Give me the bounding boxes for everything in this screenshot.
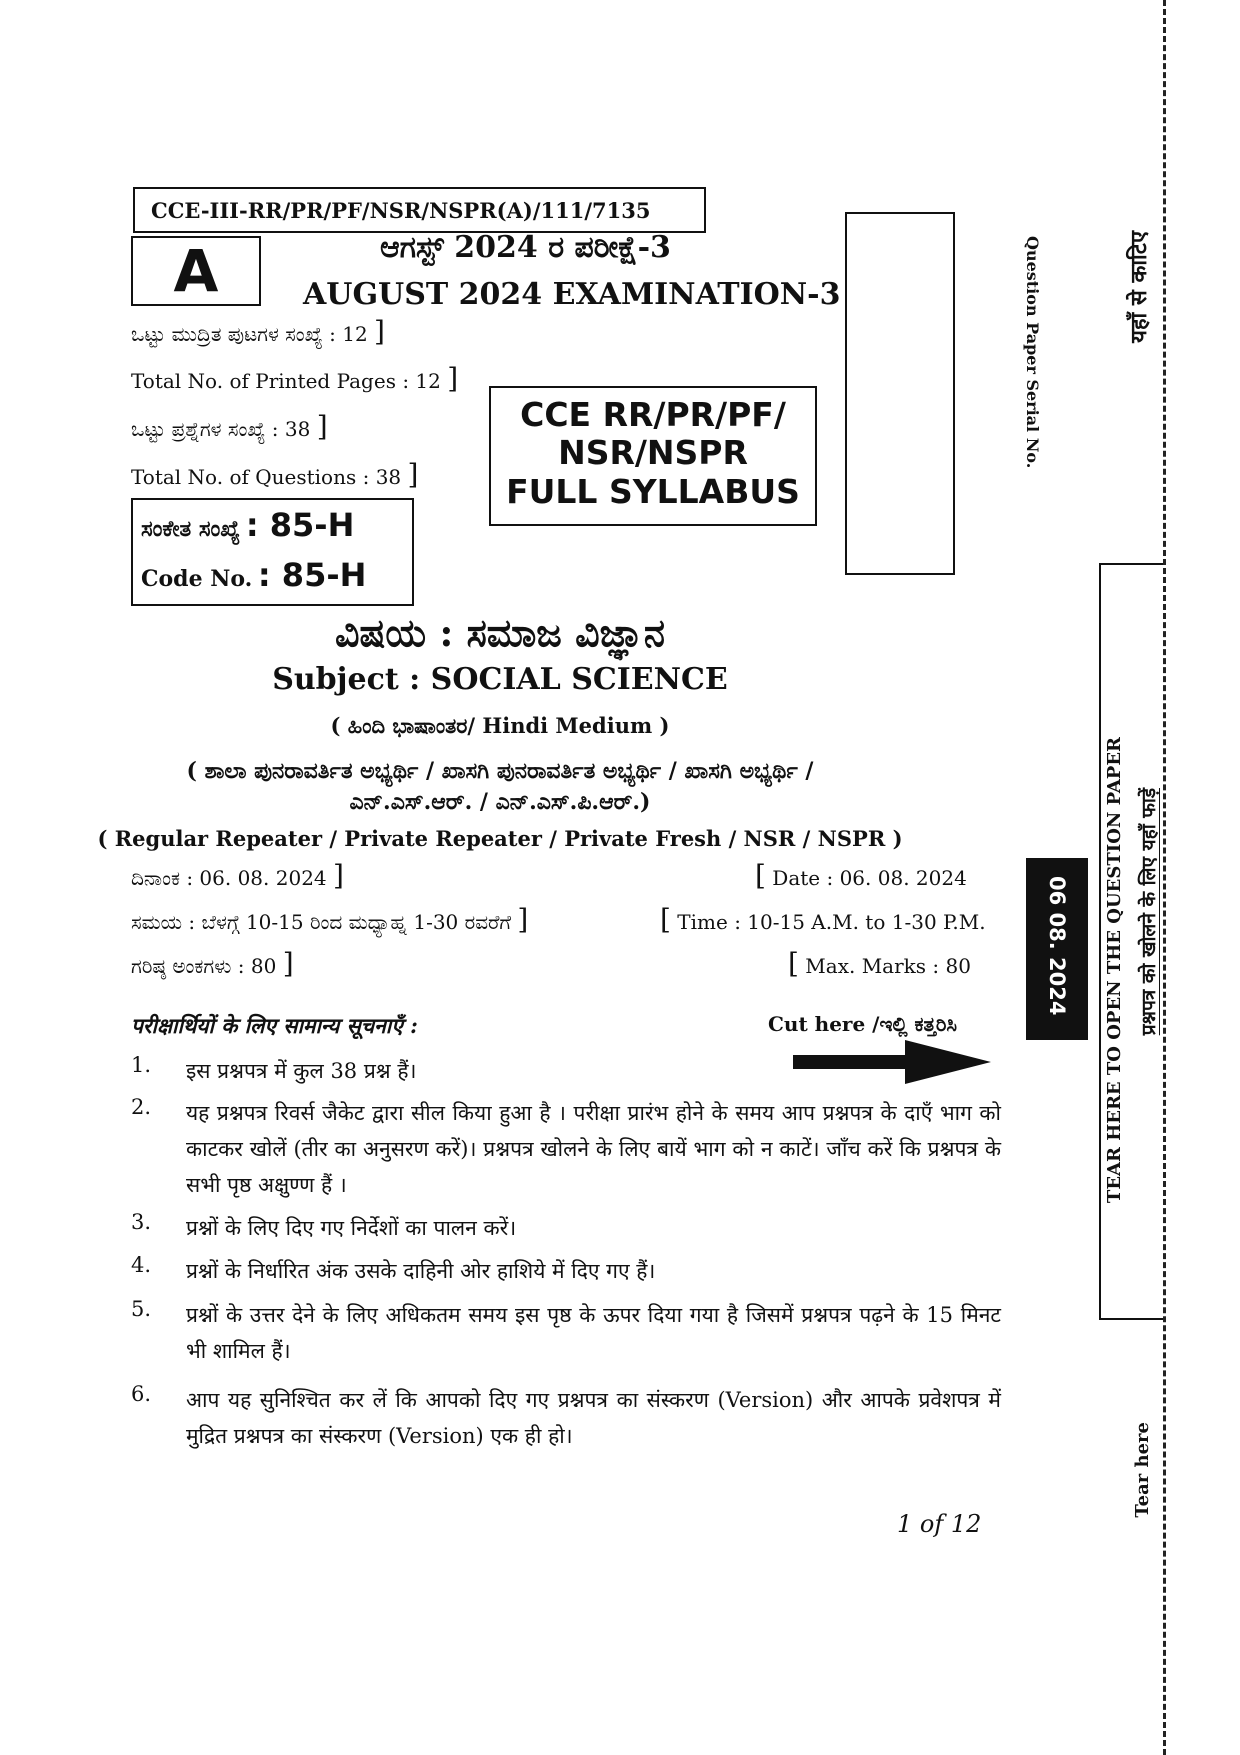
tear-here-label[interactable]: Tear here [1132,1422,1153,1518]
syllabus-line: CCE RR/PR/PF/ [520,395,786,434]
date-tab-text: 06 08. 2024 [1045,876,1069,1016]
instruction-item: 3. प्रश्नों के लिए दिए गए निर्देशों का पालन करें। [131,1210,517,1240]
exam-title-kannada: ಆಗಸ್ಟ್ 2024 ರ ಪರೀಕ್ಷೆ-3 [380,230,671,265]
instruction-item: 6. आप यह सुनिश्चित कर लें कि आपको दिए गए प्रश्नपत्र का संस्करण (Version) और आपके प्रवेशपत्र में मुद्रित प्रश्नपत्र का संस्करण (Version) एक ही हो। [131,1382,1001,1449]
questions-count-english: Total No. of Questions : 38 ] [131,458,419,491]
tear-here-english: TEAR HERE TO OPEN THE QUESTION PAPER [1104,737,1125,1204]
exam-title-english: AUGUST 2024 EXAMINATION-3 [303,277,841,312]
candidate-types-kannada-2: ಎನ್.ಎಸ್.ಆರ್. / ಎನ್.ಎಸ್.ಪಿ.ಆರ್.) [349,789,651,815]
syllabus-box [489,386,817,526]
time-kannada: ಸಮಯ : ಬೆಳಗ್ಗೆ 10-15 ರಿಂದ ಮಧ್ಯಾಹ್ನ 1-30 ರವರೆಗೆ ] [131,903,529,936]
tear-here-hindi: प्रश्नपत्र को खोलने के लिए यहाँ फाड़ें [1138,788,1160,1036]
version-letter: A [131,236,261,306]
serial-number-box [845,212,955,575]
instruction-item: 5. प्रश्नों के उत्तर देने के लिए अधिकतम समय इस पृष्ठ के ऊपर दिया गया है जिसमें प्रश्नपत्र पढ़ने के 15 मिनट भी शामिल हैं। [131,1297,1001,1364]
time-english: [ Time : 10-15 A.M. to 1-30 P.M. [660,903,986,936]
instruction-item: 2. यह प्रश्नपत्र रिवर्स जैकेट द्वारा सील किया हुआ है । परीक्षा प्रारंभ होने के समय आप प्रश्नपत्र के दाएँ भाग को काटकर खोलें (तीर का अनुसरण करें)। प्रश्नपत्र खोलने के लिए बायें भाग को न काटें। जाँच करें कि प्रश्नपत्र के सभी पृष्ठ अक्षुण्ण हैं । [131,1095,1001,1198]
tear-dashed-line [1163,0,1166,1755]
instructions-heading: परीक्षार्थियों के लिए सामान्य सूचनाएँ : [131,1013,418,1038]
paper-code: CCE-III-RR/PR/PF/NSR/NSPR(A)/111/7135 [133,187,706,233]
code-number-box [131,498,414,606]
pages-count-english: Total No. of Printed Pages : 12 ] [131,362,459,395]
candidate-types-kannada: ( ಶಾಲಾ ಪುನರಾವರ್ತಿತ ಅಭ್ಯರ್ಥಿ / ಖಾಸಗಿ ಪುನರಾವರ್ತಿತ ಅಭ್ಯರ್ಥಿ / ಖಾಸಗಿ ಅಭ್ಯರ್ಥಿ / [186,758,814,784]
cut-here-label: Cut here /ಇಲ್ಲಿ ಕತ್ತರಿಸಿ [768,1012,958,1036]
questions-count-kannada: ಒಟ್ಟು ಪ್ರಶ್ನೆಗಳ ಸಂಖ್ಯೆ : 38 ] [131,410,328,443]
page-number: 1 of 12 [897,1510,982,1538]
candidate-types-english: ( Regular Repeater / Private Repeater / Private Fresh / NSR / NSPR ) [97,826,903,851]
syllabus-line: NSR/NSPR [558,433,748,473]
cut-here-hindi: यहाँ से काटिए [1126,231,1152,343]
max-marks-english: [ Max. Marks : 80 [788,947,971,980]
instruction-item: 1. इस प्रश्नपत्र में कुल 38 प्रश्न हैं। [131,1053,417,1083]
medium-label: ( ಹಿಂದಿ ಭಾಷಾಂತರ/ Hindi Medium ) [330,713,670,738]
max-marks-kannada: ಗರಿಷ್ಠ ಅಂಕಗಳು : 80 ] [131,947,294,980]
pages-count-kannada: ಒಟ್ಟು ಮುದ್ರಿತ ಪುಟಗಳ ಸಂಖ್ಯೆ : 12 ] [131,315,385,348]
date-kannada: ದಿನಾಂಕ : 06. 08. 2024 ] [131,859,344,892]
subject-kannada: ವಿಷಯ : ಸಮಾಜ ವಿಜ್ಞಾನ [335,610,665,655]
instruction-item: 4. प्रश्नों के निर्धारित अंक उसके दाहिनी ओर हाशिये में दिए गए हैं। [131,1253,656,1283]
syllabus-line: FULL SYLLABUS [506,471,800,511]
date-tab [1026,858,1088,1040]
code-number-english: Code No. : 85-H [141,556,367,594]
date-english: [ Date : 06. 08. 2024 [755,859,967,892]
serial-number-label: Question Paper Serial No. [1023,236,1042,469]
code-number-kannada: ಸಂಕೇತ ಸಂಖ್ಯೆ : 85-H [141,506,355,544]
subject-english: Subject : SOCIAL SCIENCE [272,662,728,697]
